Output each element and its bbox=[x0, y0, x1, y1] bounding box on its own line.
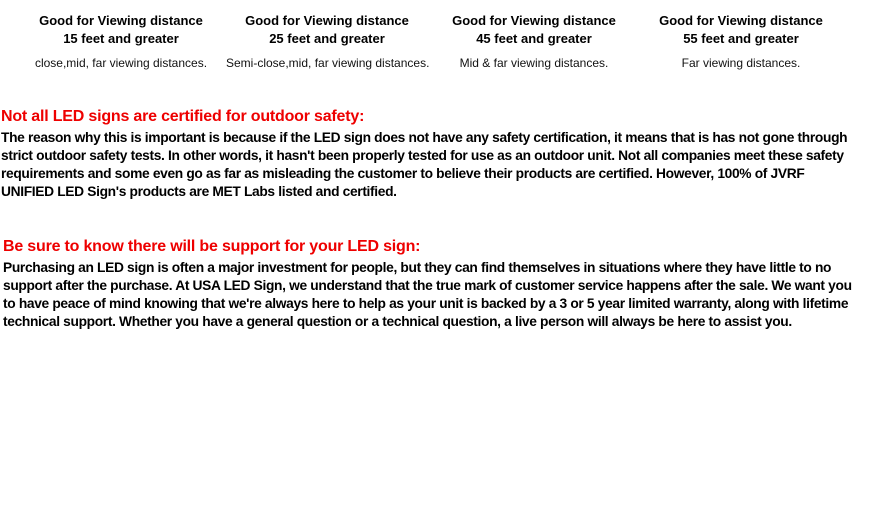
column-heading: Good for Viewing distance bbox=[659, 13, 823, 28]
column-distance: 55 feet and greater bbox=[683, 31, 799, 46]
column-note: close,mid, far viewing distances. bbox=[34, 56, 208, 70]
section-title: Be sure to know there will be support for your LED sign: bbox=[3, 238, 421, 255]
support-section bbox=[3, 238, 884, 330]
column-distance: 45 feet and greater bbox=[476, 31, 592, 46]
column-note: Semi-close,mid, far viewing distances. bbox=[226, 56, 430, 70]
section-title: Not all LED signs are certified for outdoor safety: bbox=[1, 108, 365, 125]
column-note: Mid & far viewing distances. bbox=[459, 56, 609, 70]
section-body: The reason why this is important is because if the LED sign does not have any safety certification, it means that is has not gone through strict outdoor safety tests. In other words, it hasn't been properly tested for use as an outdoor unit. Not all companies meet these safety requirements and some even go as far as misleading the customer to believe their products are certified. However, 100% of JVRF UNIFIED LED Sign's products are MET Labs listed and certified. bbox=[1, 129, 848, 199]
outdoor-safety-section bbox=[1, 108, 884, 200]
viewing-distance-column-3 bbox=[433, 12, 635, 70]
viewing-distance-column-2 bbox=[226, 12, 428, 70]
column-heading: Good for Viewing distance bbox=[452, 13, 616, 28]
column-distance: 25 feet and greater bbox=[269, 31, 385, 46]
column-heading: Good for Viewing distance bbox=[39, 13, 203, 28]
section-body: Purchasing an LED sign is often a major investment for people, but they can find themselves in situations where they have little to no support after the purchase. At USA LED Sign, we understand that the true mark of customer service happens after the sale. We want you to have peace of mind knowing that we're always here to help as your unit is backed by a 3 or 5 year limited warranty, along with lifetime technical support. Whether you have a general question or a technical question, a live person will always be here to assist you. bbox=[3, 259, 852, 329]
viewing-distance-column-4 bbox=[640, 12, 842, 70]
column-distance: 15 feet and greater bbox=[63, 31, 179, 46]
column-note: Far viewing distances. bbox=[681, 56, 801, 70]
column-heading: Good for Viewing distance bbox=[245, 13, 409, 28]
viewing-distance-column-1 bbox=[20, 12, 222, 70]
